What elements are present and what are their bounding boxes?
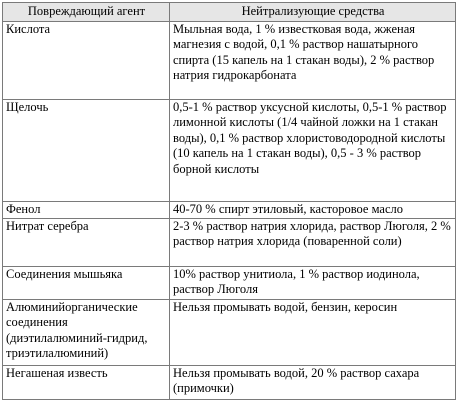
table-row (3, 366, 456, 400)
remedy-cell: Нельзя промывать водой, 20 % раствор сахара (примочки) (170, 366, 456, 400)
header-agent: Повреждающий агент (3, 3, 170, 22)
table-body (3, 22, 456, 400)
table-row (3, 267, 456, 300)
table-row (3, 202, 456, 219)
remedy-cell: Мыльная вода, 1 % известковая вода, жженая магнезия с водой, 0,1 % раствор нашатырного спирта (15 капель на 1 стакан воды), 2 % раствор натрия гидрокарбоната (170, 22, 456, 100)
agent-cell: Алюминийорганические соединения (диэтилалюминий-гидрид, триэтилалюминий) (3, 300, 170, 366)
table-row (3, 100, 456, 202)
header-remedy: Нейтрализующие средства (170, 3, 456, 22)
antidote-table (2, 2, 456, 400)
remedy-cell: 0,5-1 % раствор уксусной кислоты, 0,5-1 % раствор лимонной кислоты (1/4 чайной ложки на 1 стакан воды), 0,1 % раствор хлористоводородной кислоты (10 капель на 1 стакан воды), 0,5 - 3 % раствор борной кислоты (170, 100, 456, 202)
agent-cell: Нитрат серебра (3, 219, 170, 267)
agent-cell: Кислота (3, 22, 170, 100)
remedy-cell: 10% раствор унитиола, 1 % раствор иодинола, раствор Люголя (170, 267, 456, 300)
header-row (3, 3, 456, 22)
table-row (3, 22, 456, 100)
table-header (3, 3, 456, 22)
remedy-cell: 40-70 % спирт этиловый, касторовое масло (170, 202, 456, 219)
agent-cell: Соединения мышьяка (3, 267, 170, 300)
agent-cell: Негашеная известь (3, 366, 170, 400)
remedy-cell: 2-3 % раствор натрия хлорида, раствор Люголя, 2 % раствор натрия хлорида (поваренной соли) (170, 219, 456, 267)
table-row (3, 300, 456, 366)
table-row (3, 219, 456, 267)
agent-cell: Щелочь (3, 100, 170, 202)
remedy-cell: Нельзя промывать водой, бензин, керосин (170, 300, 456, 366)
agent-cell: Фенол (3, 202, 170, 219)
